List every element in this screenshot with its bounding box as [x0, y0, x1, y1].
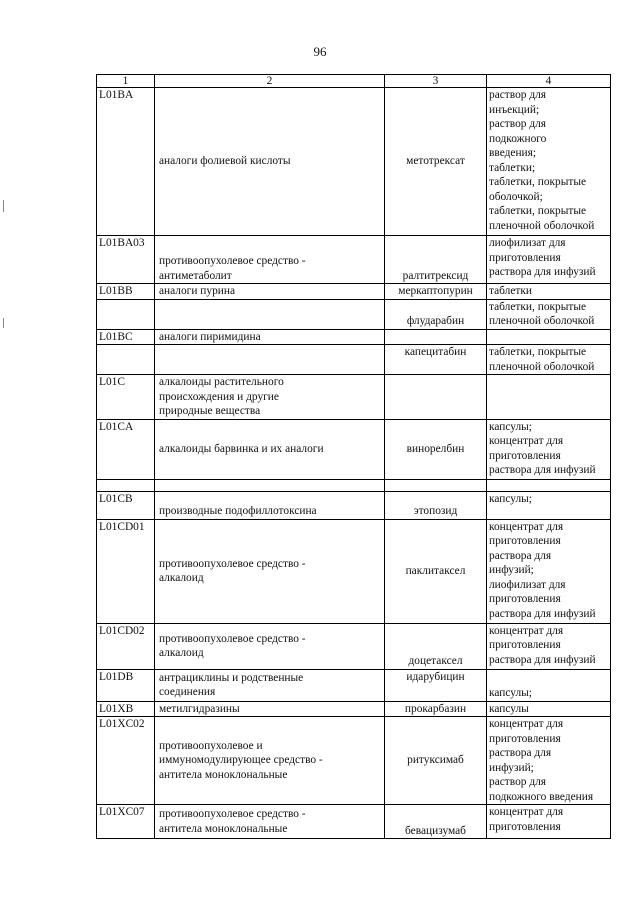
group-name-cell-line: производные подофиллотоксина — [159, 505, 317, 517]
dosage-form-cell-line: концентрат для — [489, 435, 564, 447]
column-header: 4 — [487, 75, 611, 88]
table-row — [97, 88, 611, 236]
drug-name-cell — [385, 805, 487, 839]
drug-name-cell-line: паклитаксел — [405, 564, 466, 577]
dosage-form-cell-line: приготовления — [489, 639, 561, 651]
dosage-form-cell — [487, 479, 611, 491]
dosage-form-cell-line: подкожного введения — [489, 790, 594, 803]
atc-code-cell: L01BB — [97, 284, 155, 300]
group-name-cell — [155, 236, 385, 284]
atc-code-cell: L01XB — [97, 701, 155, 717]
table-row — [97, 236, 611, 284]
dosage-form-cell-line: раствор для — [489, 776, 547, 788]
drug-name-cell-line: флударабин — [406, 315, 465, 327]
drug-name-cell — [385, 669, 487, 701]
drug-name-cell-line: метотрексат — [406, 155, 465, 168]
drug-name-cell-line: этопозид — [413, 505, 458, 517]
dosage-form-cell-line: приготовления — [489, 732, 561, 745]
dosage-form-cell-line: раствор для — [489, 118, 547, 130]
drug-name-cell — [385, 299, 487, 329]
dosage-form-cell — [487, 623, 611, 669]
dosage-form-cell — [487, 805, 611, 839]
group-name-cell-line: антиметаболит — [159, 269, 232, 282]
dosage-form-cell-line: таблетки — [489, 285, 533, 297]
group-name-cell-line: алкалоид — [159, 647, 204, 659]
table-row — [97, 623, 611, 669]
group-name-cell-line: противоопухолевое средство - — [159, 808, 306, 820]
drug-name-cell — [385, 717, 487, 805]
dosage-form-cell — [487, 88, 611, 236]
drug-name-cell-line: меркаптопурин — [398, 285, 473, 297]
drug-table — [96, 74, 611, 839]
table-row — [97, 375, 611, 420]
table-row — [97, 345, 611, 375]
dosage-form-cell-line: приготовления — [489, 535, 561, 547]
dosage-form-cell-line: лиофилизат для — [489, 578, 566, 591]
group-name-cell — [155, 491, 385, 519]
dosage-form-cell — [487, 717, 611, 805]
group-name-cell — [155, 284, 385, 300]
dosage-form-cell-line: пленочной оболочкой — [489, 315, 595, 327]
drug-name-cell — [385, 623, 487, 669]
atc-code-cell: L01BC — [97, 329, 155, 345]
drug-name-cell-line: капецитабин — [404, 346, 467, 358]
table-row — [97, 717, 611, 805]
group-name-cell — [155, 805, 385, 839]
drug-name-cell-line: бевацизумаб — [405, 824, 466, 837]
dosage-form-cell — [487, 375, 611, 420]
dosage-form-cell-line: раствора для — [489, 549, 552, 562]
dosage-form-cell-line: пленочной оболочкой — [489, 219, 595, 232]
dosage-form-cell — [487, 519, 611, 623]
drug-name-cell — [385, 701, 487, 717]
drug-name-cell-line: ралтитрексид — [402, 269, 469, 282]
dosage-form-cell-line: лиофилизат для — [489, 237, 566, 249]
group-name-cell-line: аналоги пиримидина — [159, 330, 261, 343]
group-name-cell-line: противоопухолевое средство - — [159, 255, 306, 267]
dosage-form-cell-line: раствор для — [489, 89, 547, 101]
table-row — [97, 519, 611, 623]
group-name-cell-line: аналоги пурина — [159, 285, 236, 297]
atc-code-cell: L01BA — [97, 88, 155, 236]
group-name-cell-line: антитела моноклональные — [159, 768, 288, 781]
group-name-cell — [155, 717, 385, 805]
atc-code-cell: L01XC02 — [97, 717, 155, 805]
table-row — [97, 805, 611, 839]
atc-code-cell: L01BA03 — [97, 236, 155, 284]
dosage-form-cell-line: раствора для инфузий — [489, 653, 596, 666]
group-name-cell — [155, 669, 385, 701]
atc-code-cell: L01CD01 — [97, 519, 155, 623]
group-name-cell — [155, 479, 385, 491]
group-name-cell — [155, 519, 385, 623]
dosage-form-cell-line: таблетки; — [489, 161, 536, 174]
dosage-form-cell — [487, 345, 611, 375]
dosage-form-cell-line: концентрат для — [489, 520, 564, 533]
group-name-cell — [155, 345, 385, 375]
dosage-form-cell-line: инфузий; — [489, 564, 534, 576]
group-name-cell-line: противоопухолевое средство - — [159, 632, 306, 645]
group-name-cell-line: иммуномодулирующее средство - — [159, 754, 323, 767]
drug-name-cell — [385, 375, 487, 420]
margin-mark — [3, 200, 4, 212]
drug-name-cell — [385, 345, 487, 375]
dosage-form-cell — [487, 701, 611, 717]
dosage-form-cell-line: концентрат для — [489, 718, 564, 730]
drug-name-cell — [385, 519, 487, 623]
dosage-form-cell — [487, 284, 611, 300]
group-name-cell-line: метилгидразины — [159, 702, 240, 715]
table-row — [97, 701, 611, 717]
group-name-cell-line: антитела моноклональные — [159, 822, 288, 835]
dosage-form-cell — [487, 299, 611, 329]
drug-name-cell — [385, 419, 487, 479]
group-name-cell — [155, 299, 385, 329]
group-name-cell-line: алкалоиды барвинка и их аналоги — [159, 442, 324, 455]
dosage-form-cell-line: таблетки, покрытые — [489, 346, 587, 358]
group-name-cell-line: происхождения и другие — [159, 390, 279, 403]
dosage-form-cell — [487, 236, 611, 284]
dosage-form-cell-line: приготовления — [489, 593, 561, 605]
table-row — [97, 419, 611, 479]
dosage-form-cell-line: инъекций; — [489, 103, 540, 116]
atc-code-cell: L01CB — [97, 491, 155, 519]
column-header: 3 — [385, 75, 487, 88]
drug-name-cell-line: прокарбазин — [404, 702, 467, 715]
group-name-cell-line: противоопухолевое средство - — [159, 557, 306, 570]
dosage-form-cell — [487, 669, 611, 701]
margin-mark — [3, 318, 4, 328]
group-name-cell-line: алкалоиды растительного — [159, 376, 284, 388]
group-name-cell-line: антрациклины и родственные — [159, 671, 304, 684]
dosage-form-cell-line: капсулы; — [489, 420, 532, 433]
group-name-cell-line: аналоги фолиевой кислоты — [159, 155, 291, 168]
table-row — [97, 284, 611, 300]
column-header: 1 — [97, 75, 155, 88]
page-number: 96 — [313, 44, 327, 59]
drug-name-cell-line: ритуксимаб — [407, 754, 464, 767]
dosage-form-cell-line: таблетки, покрытые — [489, 205, 587, 217]
table-row — [97, 329, 611, 345]
group-name-cell-line: природные вещества — [159, 405, 261, 417]
dosage-form-cell-line: раствора для — [489, 747, 552, 759]
dosage-form-cell — [487, 329, 611, 345]
drug-name-cell-line: винорелбин — [406, 442, 465, 455]
atc-code-cell — [97, 345, 155, 375]
atc-code-cell: L01C — [97, 375, 155, 420]
dosage-form-cell-line: приготовления — [489, 820, 561, 833]
drug-name-cell-line: идарубицин — [406, 670, 465, 683]
drug-name-cell — [385, 284, 487, 300]
group-name-cell — [155, 329, 385, 345]
dosage-form-cell-line: концентрат для — [489, 806, 564, 818]
dosage-form-cell-line: оболочкой; — [489, 190, 543, 203]
drug-name-cell — [385, 491, 487, 519]
table-row — [97, 669, 611, 701]
drug-name-cell — [385, 236, 487, 284]
table-row — [97, 299, 611, 329]
atc-code-cell: L01CD02 — [97, 623, 155, 669]
drug-name-cell-line: доцетаксел — [408, 655, 463, 667]
dosage-form-cell — [487, 419, 611, 479]
dosage-form-cell-line: приготовления — [489, 251, 561, 264]
dosage-form-cell-line: таблетки, покрытые — [489, 300, 587, 313]
table-row — [97, 491, 611, 519]
drug-name-cell — [385, 479, 487, 491]
dosage-form-cell-line: концентрат для — [489, 624, 564, 637]
group-name-cell — [155, 623, 385, 669]
dosage-form-cell — [487, 491, 611, 519]
dosage-form-cell-line: капсулы — [489, 702, 529, 715]
group-name-cell — [155, 375, 385, 420]
group-name-cell — [155, 419, 385, 479]
group-name-cell-line: алкалоид — [159, 572, 204, 584]
table-header-row — [97, 75, 611, 88]
dosage-form-cell-line: подкожного — [489, 132, 547, 145]
atc-code-cell: L01CA — [97, 419, 155, 479]
group-name-cell — [155, 88, 385, 236]
group-name-cell — [155, 701, 385, 717]
dosage-form-cell-line: таблетки, покрытые — [489, 176, 587, 188]
dosage-form-cell-line: пленочной оболочкой — [489, 360, 595, 373]
dosage-form-cell-line: введения; — [489, 147, 537, 159]
dosage-form-cell-line: раствора для инфузий — [489, 464, 596, 476]
table-row — [97, 479, 611, 491]
dosage-form-cell-line: раствора для инфузий — [489, 607, 596, 620]
group-name-cell-line: противоопухолевое и — [159, 739, 263, 752]
dosage-form-cell-line: капсулы; — [489, 492, 532, 505]
dosage-form-cell-line: инфузий; — [489, 761, 534, 774]
column-header: 2 — [155, 75, 385, 88]
drug-name-cell — [385, 88, 487, 236]
atc-code-cell: L01DB — [97, 669, 155, 701]
dosage-form-cell-line: приготовления — [489, 449, 561, 462]
group-name-cell-line: соединения — [159, 686, 216, 698]
drug-name-cell — [385, 329, 487, 345]
dosage-form-cell-line: капсулы; — [489, 687, 532, 699]
atc-code-cell: L01XC07 — [97, 805, 155, 839]
atc-code-cell — [97, 479, 155, 491]
atc-code-cell — [97, 299, 155, 329]
dosage-form-cell-line: раствора для инфузий — [489, 266, 596, 278]
